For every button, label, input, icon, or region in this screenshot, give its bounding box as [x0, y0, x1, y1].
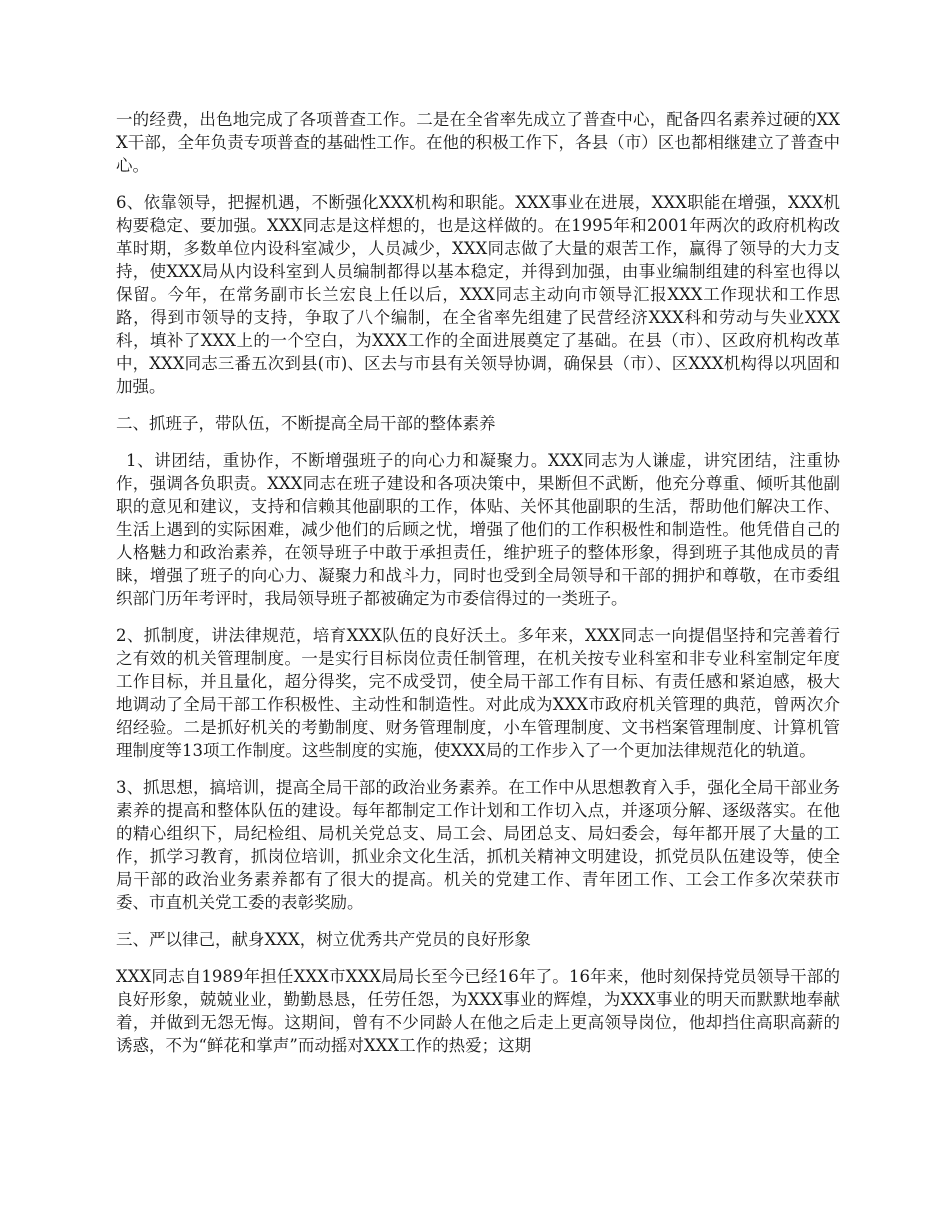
paragraph-3: 1、讲团结，重协作，不断增强班子的向心力和凝聚力。XXX同志为人谦虚，讲究团结，注重协作，强调各负职责。XXX同志在班子建设和各项决策中，果断但不武断，他充分尊重、倾听其他副职的意见和建议，支持和信赖其他副职的工作，体贴、关怀其他副职的生活，帮助他们解决工作、生活上遇到的实际困难，减少他们的后顾之忧，增强了他们的工作积极性和制造性。他凭借自己的人格魅力和政治素养，在领导班子中敢于承担责任，维护班子的整体形象，得到班子其他成员的青睐，增强了班子的向心力、凝聚力和战斗力，同时也受到全局领导和干部的拥护和尊敬，在市委组织部门历年考评时，我局领导班子都被确定为市委信得过的一类班子。 — [116, 451, 840, 608]
paragraph-6: XXX同志自1989年担任XXX市XXX局局长至今已经16年了。16年来，他时刻保持党员领导干部的良好形象，兢兢业业，勤勤恳恳，任劳任怨，为XXX事业的辉煌，为XXX事业的明天而默默地奉献着，并做到无怨无悔。这期间，曾有不少同龄人在他之后走上更高领导岗位，他却挡住高职高薪的诱惑，不为“鲜花和掌声”而动摇对XXX工作的热爱；这期 — [116, 967, 840, 1055]
paragraph-5: 3、抓思想，搞培训，提高全局干部的政治业务素养。在工作中从思想教育入手，强化全局干部业务素养的提高和整体队伍的建设。每年都制定工作计划和工作切入点，并逐项分解、逐级落实。在他的精心组织下，局纪检组、局机关党总支、局工会、局团总支、局妇委会，每年都开展了大量的工作，抓学习教育，抓岗位培训，抓业余文化生活，抓机关精神文明建设，抓党员队伍建设等，使全局干部的政治业务素养都有了很大的提高。机关的党建工作、青年团工作、工会工作多次荣获市委、市直机关党工委的表彰奖励。 — [116, 778, 840, 912]
section-heading-3: 三、严以律己，献身XXX，树立优秀共产党员的良好形象 — [116, 930, 531, 949]
paragraph-1: 一的经费，出色地完成了各项普查工作。二是在全省率先成立了普查中心，配备四名素养过硬的XXX干部，全年负责专项普查的基础性工作。在他的积极工作下，各县（市）区也都相继建立了普查中心。 — [116, 110, 840, 175]
section-heading-2: 二、抓班子，带队伍，不断提高全局干部的整体素养 — [116, 414, 496, 433]
paragraph-4: 2、抓制度，讲法律规范，培育XXX队伍的良好沃土。多年来，XXX同志一向提倡坚持和完善着行之有效的机关管理制度。一是实行目标岗位责任制管理，在机关按专业科室和非专业科室制定年度工作目标，并且量化，超分得奖，完不成受罚，使全局干部工作有目标、有责任感和紧迫感，极大地调动了全局干部工作积极性、主动性和制造性。对此成为XXX市政府机关管理的典范，曾两次介绍经验。二是抓好机关的考勤制度、财务管理制度，小车管理制度、文书档案管理制度、计算机管理制度等13项工作制度。这些制度的实施，使XXX局的工作步入了一个更加法律规范化的轨道。 — [116, 626, 840, 760]
document-page — [116, 108, 840, 1071]
paragraph-2: 6、依靠领导，把握机遇，不断强化XXX机构和职能。XXX事业在进展，XXX职能在增强，XXX机构要稳定、要加强。XXX同志是这样想的，也是这样做的。在1995年和2001年两次的政府机构改革时期，多数单位内设科室减少，人员减少，XXX同志做了大量的艰苦工作，赢得了领导的大力支持，使XXX局从内设科室到人员编制都得以基本稳定，并得到加强，由事业编制组建的科室也得以保留。今年，在常务副市长兰宏良上任以后，XXX同志主动向市领导汇报XXX工作现状和工作思路，得到市领导的支持，争取了八个编制，在全省率先组建了民营经济XXX科和劳动与失业XXX科，填补了XXX上的一个空白，为XXX工作的全面进展奠定了基础。在县（市）、区政府机构改革中，XXX同志三番五次到县(市)、区去与市县有关领导协调，确保县（市）、区XXX机构得以巩固和加强。 — [116, 193, 840, 396]
